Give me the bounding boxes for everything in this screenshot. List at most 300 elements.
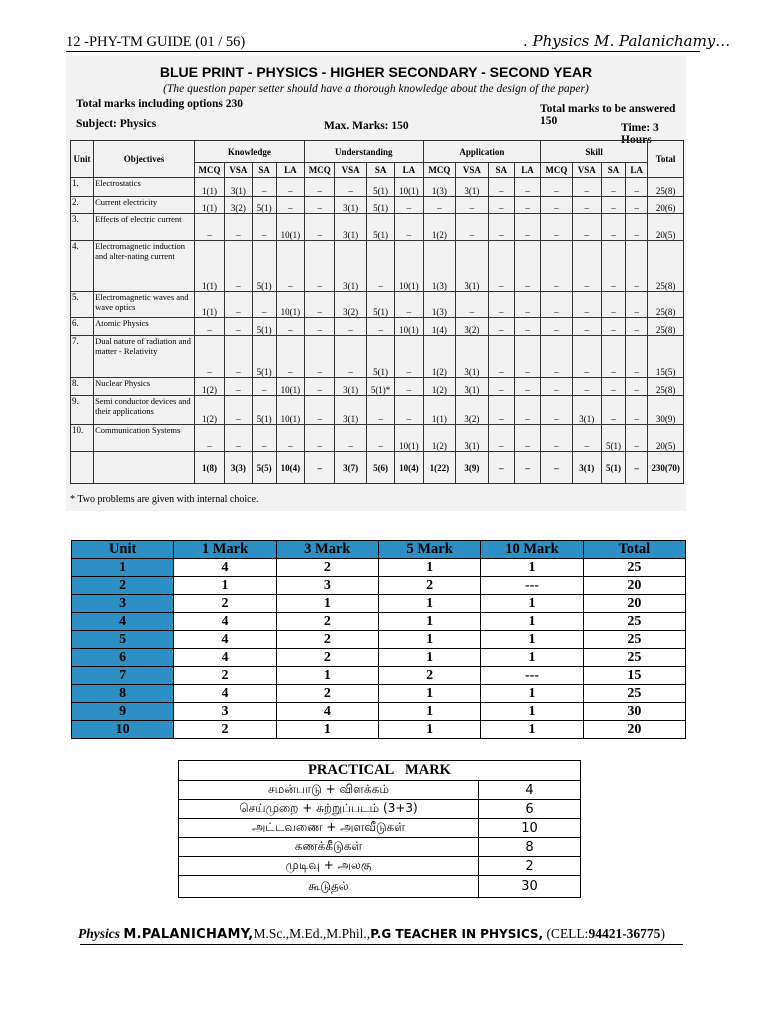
bp-value-cell: – — [601, 336, 625, 378]
bp-value-cell: 1(2) — [423, 214, 456, 241]
bp-value-cell: 5(1) — [252, 396, 276, 425]
bp-value-cell: 3(1) — [572, 396, 601, 425]
bp-value-cell: – — [252, 178, 276, 197]
bp-value-cell: – — [335, 178, 366, 197]
footer-close: ) — [660, 926, 665, 941]
bp-value-cell: – — [395, 197, 423, 214]
bp-value-cell: – — [626, 378, 648, 396]
bp-value-cell: – — [626, 425, 648, 452]
bp-value-cell: – — [626, 197, 648, 214]
bp-subheader-cell: LA — [395, 163, 423, 178]
bp-value-cell: – — [572, 241, 601, 292]
footer-credit — [78, 926, 665, 942]
summary-unit-cell: 9 — [72, 703, 174, 721]
bp-totals-cell: 3(7) — [335, 452, 366, 484]
bp-totals-cell: 3(3) — [225, 452, 252, 484]
bp-value-cell: 1(2) — [423, 378, 456, 396]
bp-value-cell: – — [488, 396, 514, 425]
bp-value-cell: – — [541, 292, 572, 318]
bp-value-cell: 5(1) — [252, 241, 276, 292]
summary-value-cell: --- — [481, 667, 583, 685]
bp-value-cell: – — [488, 197, 514, 214]
summary-unit-cell: 2 — [72, 577, 174, 595]
summary-header-cell: 3 Mark — [276, 541, 378, 559]
bp-value-cell: – — [395, 396, 423, 425]
bp-objective-cell: Electromagnetic waves and wave optics — [94, 292, 195, 318]
bp-value-cell: 3(1) — [335, 197, 366, 214]
bp-value-cell: – — [456, 197, 489, 214]
bp-value-cell: – — [225, 292, 252, 318]
bp-value-cell: – — [305, 336, 335, 378]
total-answered: Total marks to be answered 150 — [540, 103, 676, 127]
bp-value-cell: – — [225, 378, 252, 396]
practical-label: அட்டவணை + அளவீடுகள் — [179, 819, 479, 838]
bp-value-cell: 3(1) — [335, 396, 366, 425]
bp-value-cell: 1(2) — [423, 425, 456, 452]
practical-label: கணக்கீடுகள் — [179, 838, 479, 857]
summary-value-cell: 4 — [174, 685, 276, 703]
bp-totals-cell: 5(1) — [601, 452, 625, 484]
bp-value-cell: 1(2) — [194, 396, 224, 425]
bp-value-cell: 1(1) — [194, 197, 224, 214]
bp-value-cell: 3(1) — [225, 178, 252, 197]
bp-value-cell: – — [194, 318, 224, 336]
bp-value-cell: – — [572, 292, 601, 318]
summary-value-cell: 3 — [174, 703, 276, 721]
summary-value-cell: 2 — [378, 577, 480, 595]
bp-value-cell: 1(4) — [423, 318, 456, 336]
bp-totals-cell: – — [514, 452, 540, 484]
blueprint-subtitle: (The question paper setter should have a thorough knowledge about the design of the paper) — [163, 83, 589, 95]
bp-value-cell: – — [601, 241, 625, 292]
bp-totals-cell: 5(5) — [252, 452, 276, 484]
practical-value: 10 — [479, 819, 581, 838]
bp-header-objectives: Objectives — [94, 141, 195, 178]
bp-value-cell: – — [276, 318, 304, 336]
summary-header-cell: Unit — [72, 541, 174, 559]
summary-value-cell: 1 — [276, 721, 378, 739]
bp-value-cell: – — [514, 336, 540, 378]
bp-value-cell: – — [541, 425, 572, 452]
practical-label: முடிவு + அலகு — [179, 857, 479, 876]
practical-row — [179, 819, 581, 838]
header-author: . Physics M. Palanichamy… — [523, 32, 731, 50]
bp-objective-cell: Nuclear Physics — [94, 378, 195, 396]
bp-value-cell: – — [488, 178, 514, 197]
bp-value-cell: – — [305, 197, 335, 214]
bp-value-cell: – — [366, 318, 394, 336]
summary-header-cell: 10 Mark — [481, 541, 583, 559]
bp-value-cell: – — [225, 425, 252, 452]
bp-value-cell: – — [488, 241, 514, 292]
bp-row — [71, 318, 684, 336]
bp-value-cell: – — [305, 241, 335, 292]
total-with-options: Total marks including options 230 — [76, 98, 244, 110]
bp-value-cell: – — [252, 425, 276, 452]
summary-value-cell: 1 — [481, 703, 583, 721]
bp-unit-cell: 3. — [71, 214, 94, 241]
summary-table — [71, 540, 686, 739]
bp-subheader-cell: MCQ — [305, 163, 335, 178]
bp-row — [71, 396, 684, 425]
practical-value: 8 — [479, 838, 581, 857]
bp-value-cell: – — [395, 214, 423, 241]
bp-header-unit: Unit — [71, 141, 94, 178]
bp-value-cell: – — [225, 396, 252, 425]
bp-value-cell: 3(1) — [456, 336, 489, 378]
bp-value-cell: – — [305, 425, 335, 452]
summary-value-cell: 1 — [481, 721, 583, 739]
bp-unit-cell: 1. — [71, 178, 94, 197]
summary-header-cell: 5 Mark — [378, 541, 480, 559]
bp-header-understanding: Understanding — [305, 141, 424, 163]
bp-value-cell: – — [541, 241, 572, 292]
bp-value-cell: – — [456, 292, 489, 318]
summary-value-cell: 2 — [276, 613, 378, 631]
summary-value-cell: 1 — [378, 595, 480, 613]
practical-value: 2 — [479, 857, 581, 876]
bp-subheader-cell: SA — [488, 163, 514, 178]
bp-value-cell: – — [335, 336, 366, 378]
bp-total-cell: 20(5) — [648, 425, 684, 452]
blueprint-table — [70, 140, 684, 484]
bp-value-cell: – — [488, 214, 514, 241]
bp-value-cell: 10(1) — [395, 318, 423, 336]
summary-value-cell: --- — [481, 577, 583, 595]
bp-value-cell: – — [626, 396, 648, 425]
bp-totals-cell: 10(4) — [395, 452, 423, 484]
summary-value-cell: 4 — [174, 631, 276, 649]
summary-row — [72, 595, 686, 613]
bp-value-cell: – — [488, 425, 514, 452]
bp-value-cell: – — [514, 241, 540, 292]
bp-objective-cell: Electromagnetic induction and alter-nating current — [94, 241, 195, 292]
bp-value-cell: 3(1) — [456, 378, 489, 396]
summary-unit-cell: 4 — [72, 613, 174, 631]
bp-value-cell: 5(1) — [252, 318, 276, 336]
summary-row — [72, 631, 686, 649]
bp-value-cell: – — [601, 292, 625, 318]
summary-unit-cell: 5 — [72, 631, 174, 649]
practical-label: கூடுதல் — [179, 876, 479, 898]
bp-value-cell: 1(2) — [194, 378, 224, 396]
bp-value-cell: – — [626, 318, 648, 336]
bp-value-cell: – — [572, 378, 601, 396]
bp-value-cell: 5(1)* — [366, 378, 394, 396]
summary-value-cell: 1 — [481, 649, 583, 667]
bp-value-cell: – — [395, 336, 423, 378]
bp-row — [71, 425, 684, 452]
bp-unit-cell: 8. — [71, 378, 94, 396]
bp-value-cell: – — [626, 336, 648, 378]
bp-objective-cell: Current electricity — [94, 197, 195, 214]
practical-value: 30 — [479, 876, 581, 898]
bp-row — [71, 292, 684, 318]
bp-value-cell: 5(1) — [366, 178, 394, 197]
bp-value-cell: – — [395, 292, 423, 318]
bp-total-cell: 25(8) — [648, 318, 684, 336]
summary-value-cell: 15 — [583, 667, 685, 685]
bp-objective-cell: Effects of electric current — [94, 214, 195, 241]
summary-value-cell: 4 — [174, 613, 276, 631]
bp-subheader-cell: SA — [252, 163, 276, 178]
bp-unit-cell: 6. — [71, 318, 94, 336]
bp-value-cell: 1(3) — [423, 178, 456, 197]
bp-value-cell: 5(1) — [601, 425, 625, 452]
summary-value-cell: 1 — [174, 577, 276, 595]
bp-value-cell: 5(1) — [252, 197, 276, 214]
bp-subheader-cell: LA — [276, 163, 304, 178]
bp-subheader-cell: MCQ — [541, 163, 572, 178]
bp-value-cell: – — [601, 396, 625, 425]
summary-value-cell: 30 — [583, 703, 685, 721]
bp-value-cell: 1(1) — [194, 241, 224, 292]
summary-unit-cell: 10 — [72, 721, 174, 739]
bp-value-cell: – — [276, 197, 304, 214]
bp-totals-cell: 3(1) — [572, 452, 601, 484]
bp-value-cell: – — [335, 425, 366, 452]
bp-unit-cell: 2. — [71, 197, 94, 214]
bp-totals-empty — [71, 452, 94, 484]
bp-subheader-cell: MCQ — [423, 163, 456, 178]
summary-value-cell: 25 — [583, 613, 685, 631]
bp-value-cell: – — [626, 292, 648, 318]
bp-total-cell: 20(5) — [648, 214, 684, 241]
bp-row — [71, 178, 684, 197]
summary-value-cell: 1 — [276, 595, 378, 613]
summary-value-cell: 1 — [481, 559, 583, 577]
bp-value-cell: – — [335, 318, 366, 336]
bp-value-cell: – — [601, 214, 625, 241]
summary-value-cell: 1 — [378, 631, 480, 649]
bp-value-cell: – — [514, 378, 540, 396]
summary-value-cell: 2 — [276, 649, 378, 667]
summary-value-cell: 2 — [378, 667, 480, 685]
bp-value-cell: – — [305, 214, 335, 241]
bp-value-cell: – — [252, 292, 276, 318]
bp-total-cell: 25(8) — [648, 178, 684, 197]
summary-value-cell: 20 — [583, 577, 685, 595]
summary-header-cell: Total — [583, 541, 685, 559]
bp-value-cell: – — [541, 378, 572, 396]
bp-value-cell: – — [541, 396, 572, 425]
bp-header-knowledge: Knowledge — [194, 141, 304, 163]
bp-value-cell: – — [366, 396, 394, 425]
summary-value-cell: 1 — [378, 703, 480, 721]
summary-header-cell: 1 Mark — [174, 541, 276, 559]
bp-value-cell: – — [601, 178, 625, 197]
bp-value-cell: 1(1) — [194, 292, 224, 318]
bp-totals-cell: 10(4) — [276, 452, 304, 484]
bp-value-cell: 3(2) — [335, 292, 366, 318]
bp-subheader-cell: VSA — [572, 163, 601, 178]
bp-value-cell: 10(1) — [395, 178, 423, 197]
bp-value-cell: – — [601, 318, 625, 336]
summary-unit-cell: 8 — [72, 685, 174, 703]
bp-totals-cell: 3(9) — [456, 452, 489, 484]
practical-title: PRACTICAL MARK — [179, 761, 581, 781]
bp-value-cell: 5(1) — [366, 336, 394, 378]
bp-total-cell: 15(5) — [648, 336, 684, 378]
bp-value-cell: 1(3) — [423, 292, 456, 318]
bp-value-cell: 1(1) — [194, 178, 224, 197]
header-rule — [66, 51, 700, 52]
bp-value-cell: – — [194, 425, 224, 452]
practical-row — [179, 781, 581, 800]
bp-value-cell: – — [541, 178, 572, 197]
bp-value-cell: – — [572, 197, 601, 214]
bp-value-cell: 1(1) — [423, 396, 456, 425]
bp-value-cell: – — [276, 336, 304, 378]
bp-value-cell: 10(1) — [276, 292, 304, 318]
practical-row — [179, 800, 581, 819]
bp-value-cell: 10(1) — [276, 378, 304, 396]
practical-row — [179, 876, 581, 898]
bp-objective-cell: Semi conductor devices and their applications — [94, 396, 195, 425]
summary-value-cell: 2 — [174, 595, 276, 613]
bp-value-cell: – — [514, 425, 540, 452]
bp-value-cell: – — [395, 378, 423, 396]
summary-value-cell: 1 — [378, 649, 480, 667]
bp-value-cell: 3(2) — [456, 318, 489, 336]
summary-value-cell: 20 — [583, 721, 685, 739]
bp-subheader-cell: VSA — [225, 163, 252, 178]
summary-value-cell: 2 — [276, 559, 378, 577]
bp-value-cell: 10(1) — [276, 214, 304, 241]
bp-unit-cell: 4. — [71, 241, 94, 292]
bp-value-cell: – — [601, 197, 625, 214]
bp-grand-total: 230(70) — [648, 452, 684, 484]
bp-value-cell: – — [194, 214, 224, 241]
footer-designation: P.G TEACHER IN PHYSICS, — [370, 927, 544, 941]
bp-row — [71, 378, 684, 396]
bp-value-cell: – — [514, 318, 540, 336]
bp-value-cell: 3(2) — [456, 396, 489, 425]
summary-value-cell: 2 — [174, 721, 276, 739]
summary-value-cell: 2 — [276, 685, 378, 703]
bp-value-cell: – — [572, 214, 601, 241]
bp-totals-cell: – — [541, 452, 572, 484]
bp-totals-cell: 1(8) — [194, 452, 224, 484]
summary-value-cell: 25 — [583, 631, 685, 649]
bp-value-cell: 10(1) — [276, 396, 304, 425]
summary-value-cell: 4 — [174, 649, 276, 667]
summary-value-cell: 1 — [276, 667, 378, 685]
bp-row — [71, 197, 684, 214]
bp-value-cell: – — [514, 292, 540, 318]
bp-objective-cell: Dual nature of radiation and matter - Relativity — [94, 336, 195, 378]
bp-value-cell: 5(1) — [366, 214, 394, 241]
summary-row — [72, 685, 686, 703]
bp-value-cell: – — [366, 241, 394, 292]
bp-subheader-cell: LA — [514, 163, 540, 178]
bp-value-cell: 5(1) — [366, 197, 394, 214]
bp-value-cell: – — [305, 378, 335, 396]
practical-value: 6 — [479, 800, 581, 819]
summary-unit-cell: 3 — [72, 595, 174, 613]
summary-row — [72, 559, 686, 577]
bp-subheader-cell: VSA — [456, 163, 489, 178]
bp-row — [71, 336, 684, 378]
bp-value-cell: – — [305, 318, 335, 336]
bp-value-cell: – — [626, 241, 648, 292]
bp-value-cell: – — [276, 425, 304, 452]
bp-value-cell: 5(1) — [252, 336, 276, 378]
bp-totals-cell: 5(6) — [366, 452, 394, 484]
summary-value-cell: 3 — [276, 577, 378, 595]
footer-physics: Physics — [78, 926, 124, 941]
time-label: Time: 3 Hours — [621, 122, 659, 146]
bp-value-cell: – — [514, 396, 540, 425]
blueprint-title: BLUE PRINT - PHYSICS - HIGHER SECONDARY - SECOND YEAR — [159, 64, 593, 80]
summary-value-cell: 4 — [174, 559, 276, 577]
bp-header-application: Application — [423, 141, 541, 163]
blueprint-scan — [66, 56, 686, 511]
bp-totals-cell: – — [305, 452, 335, 484]
bp-objective-cell: Electrostatics — [94, 178, 195, 197]
summary-row — [72, 721, 686, 739]
bp-totals-cell: 1(22) — [423, 452, 456, 484]
bp-value-cell: – — [225, 336, 252, 378]
footer-cell-label: (CELL: — [543, 926, 589, 941]
summary-row — [72, 649, 686, 667]
summary-unit-cell: 7 — [72, 667, 174, 685]
footer-rule — [80, 944, 683, 945]
summary-row — [72, 613, 686, 631]
bp-subheader-cell: SA — [601, 163, 625, 178]
bp-header-total: Total — [648, 141, 684, 178]
summary-row — [72, 577, 686, 595]
bp-subheader-cell: MCQ — [194, 163, 224, 178]
bp-value-cell: – — [514, 178, 540, 197]
bp-objective-cell: Atomic Physics — [94, 318, 195, 336]
bp-value-cell: – — [541, 318, 572, 336]
bp-value-cell: – — [305, 178, 335, 197]
bp-value-cell: 10(1) — [395, 425, 423, 452]
blueprint-footnote: * Two problems are given with internal choice. — [70, 494, 259, 505]
bp-header-skill: Skill — [541, 141, 648, 163]
bp-value-cell: – — [514, 214, 540, 241]
bp-totals-cell: – — [488, 452, 514, 484]
summary-value-cell: 1 — [378, 685, 480, 703]
bp-value-cell: – — [252, 214, 276, 241]
bp-value-cell: – — [366, 425, 394, 452]
summary-value-cell: 1 — [481, 631, 583, 649]
bp-value-cell: 3(1) — [456, 178, 489, 197]
summary-value-cell: 1 — [481, 685, 583, 703]
bp-value-cell: 1(2) — [423, 336, 456, 378]
footer-name: M.PALANICHAMY, — [123, 927, 254, 942]
bp-value-cell: 5(1) — [366, 292, 394, 318]
practical-mark-table — [178, 760, 581, 898]
bp-value-cell: – — [626, 178, 648, 197]
bp-totals-cell: – — [626, 452, 648, 484]
bp-value-cell: 10(1) — [395, 241, 423, 292]
bp-row — [71, 241, 684, 292]
practical-row — [179, 857, 581, 876]
bp-objective-cell: Communication Systems — [94, 425, 195, 452]
bp-value-cell: – — [488, 378, 514, 396]
bp-value-cell: – — [276, 178, 304, 197]
summary-value-cell: 1 — [378, 613, 480, 631]
bp-value-cell: – — [276, 241, 304, 292]
bp-value-cell: 3(1) — [456, 425, 489, 452]
bp-value-cell: – — [488, 318, 514, 336]
bp-value-cell: – — [225, 241, 252, 292]
bp-value-cell: – — [601, 378, 625, 396]
bp-value-cell: – — [488, 292, 514, 318]
bp-subheader-cell: VSA — [335, 163, 366, 178]
